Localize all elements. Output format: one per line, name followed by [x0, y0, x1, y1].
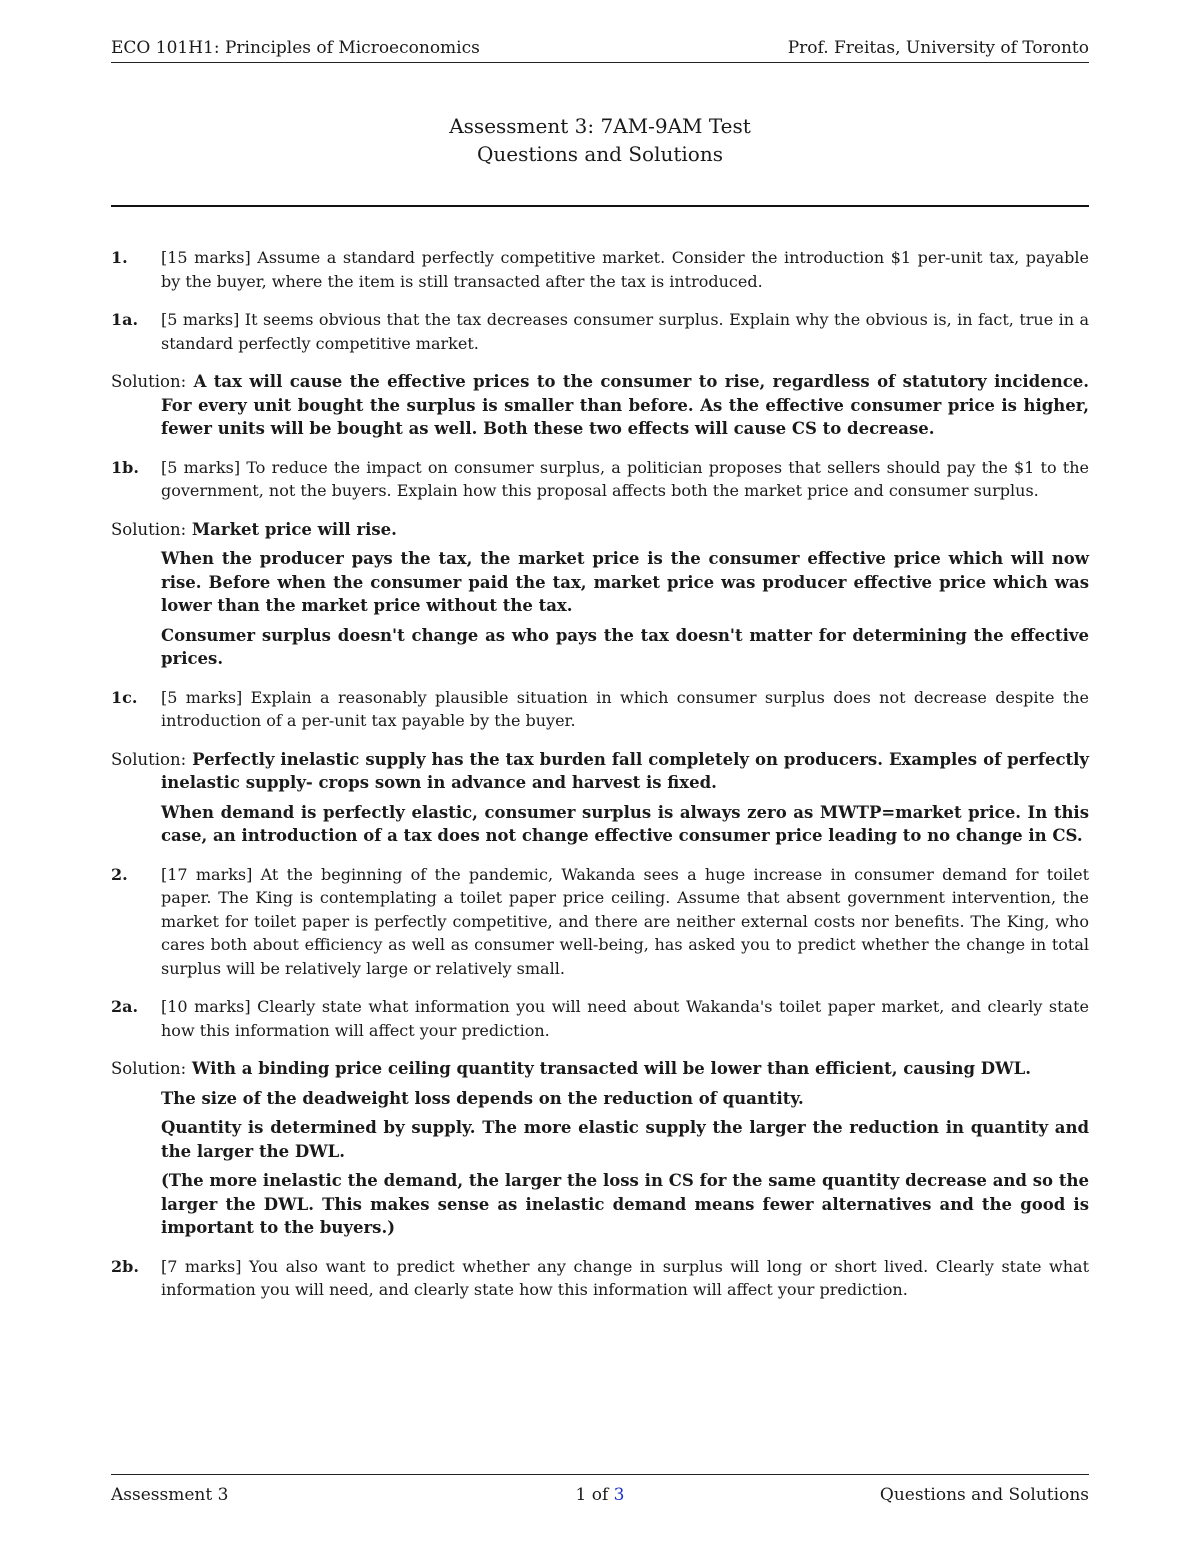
- question-text: [17 marks] At the beginning of the pandemic, Wakanda sees a huge increase in consumer demand for toilet paper. The King is contemplating a toilet paper price ceiling. Assume that absent government intervention, the market for toilet paper is perfectly competitive, and there are neither external costs nor benefits. The King, who cares both about efficiency as well as consumer well-being, has asked you to predict whether the change in total surplus will be relatively large or relatively small.: [161, 864, 1089, 978]
- solution-text: A tax will cause the effective prices to the consumer to rise, regardless of statutory incidence. For every unit bought the surplus is smaller than before. As the effective consumer price is higher, fewer units will be bought as well. Both these two effects will cause CS to decrease.: [161, 372, 1090, 438]
- question-text: [7 marks] You also want to predict whether any change in surplus will long or short lived. Clearly state what information you will need, and clearly state how this information will affect your prediction.: [161, 1256, 1089, 1299]
- title-line-1: Assessment 3: 7AM-9AM Test: [449, 114, 751, 138]
- solution-1b: [111, 518, 1089, 542]
- solution-label: Solution:: [111, 749, 187, 769]
- question-label: 1.: [111, 248, 128, 267]
- solution-1b-paragraph: When the producer pays the tax, the market price is the consumer effective price which will now rise. Before when the consumer paid the tax, market price was producer effective price which was lower than the market price without the tax.: [161, 549, 1089, 615]
- solution-1b-paragraph: Consumer surplus doesn't change as who pays the tax doesn't matter for determining the effective prices.: [161, 625, 1089, 668]
- title-divider: [111, 205, 1089, 207]
- solution-label: Solution:: [111, 1059, 187, 1078]
- question-1: [111, 246, 1089, 293]
- question-label: 1b.: [111, 457, 139, 477]
- question-2b: [111, 1255, 1089, 1302]
- question-text: [5 marks] Explain a reasonably plausible situation in which consumer surplus does not decrease despite the introduction of a per-unit tax payable by the buyer.: [161, 687, 1089, 730]
- question-text: [10 marks] Clearly state what information you will need about Wakanda's toilet paper market, and clearly state how this information will affect your prediction.: [161, 997, 1089, 1040]
- solution-1a: [111, 370, 1089, 441]
- question-2a: [111, 995, 1089, 1042]
- question-1a: [111, 308, 1089, 355]
- solution-text: Market price will rise.: [191, 519, 397, 539]
- document-title: [111, 112, 1089, 168]
- question-1b: [111, 456, 1089, 503]
- question-label: 2b.: [111, 1256, 139, 1276]
- solution-2a: [111, 1057, 1089, 1081]
- solution-2a-paragraph: Quantity is determined by supply. The more elastic supply the larger the reduction in quantity and the larger the DWL.: [161, 1118, 1089, 1161]
- solution-1c: [111, 748, 1089, 795]
- course-title: ECO 101H1: Principles of Microeconomics: [111, 38, 480, 58]
- instructor-name: Prof. Freitas, University of Toronto: [787, 38, 1089, 58]
- solution-text: Perfectly inelastic supply has the tax burden fall completely on producers. Examples of perfectly inelastic supply- crops sown in advance and harvest is fixed.: [161, 749, 1089, 792]
- question-text: [5 marks] To reduce the impact on consumer surplus, a politician proposes that sellers should pay the $1 to the government, not the buyers. Explain how this proposal affects both the market price and consumer surplus.: [161, 457, 1089, 500]
- question-label: 2a.: [111, 997, 139, 1016]
- footer-left: Assessment 3: [111, 1485, 229, 1505]
- question-2: [111, 863, 1089, 981]
- footer-right: Questions and Solutions: [879, 1485, 1089, 1505]
- solution-2a-paragraph: (The more inelastic the demand, the larger the loss in CS for the same quantity decrease and so the larger the DWL. This makes sense as inelastic demand means fewer alternatives and the good is important to the buyers.): [161, 1171, 1089, 1237]
- solution-2a-paragraph: The size of the deadweight loss depends on the reduction of quantity.: [161, 1088, 804, 1108]
- page-of: of: [591, 1485, 609, 1505]
- solution-text: With a binding price ceiling quantity transacted will be lower than efficient, causing DWL.: [191, 1059, 1031, 1078]
- page-footer: [111, 1474, 1089, 1505]
- question-text: [15 marks] Assume a standard perfectly competitive market. Consider the introduction $1 per-unit tax, payable by the buyer, where the item is still transacted after the tax is introduced.: [161, 248, 1089, 291]
- question-label: 2.: [111, 864, 128, 884]
- solution-label: Solution:: [111, 372, 187, 391]
- question-label: 1a.: [111, 310, 139, 329]
- page: [111, 0, 1089, 1553]
- title-line-2: Questions and Solutions: [477, 142, 723, 166]
- questions-content: [111, 246, 1089, 1317]
- question-text: [5 marks] It seems obvious that the tax decreases consumer surplus. Explain why the obvious is, in fact, true in a standard perfectly competitive market.: [161, 310, 1089, 353]
- page-header: [111, 36, 1089, 63]
- page-number: 1: [575, 1485, 587, 1505]
- question-1c: [111, 686, 1089, 733]
- question-label: 1c.: [111, 687, 138, 707]
- solution-1c-paragraph: When demand is perfectly elastic, consumer surplus is always zero as MWTP=market price. In this case, an introduction of a tax does not change effective consumer price leading to no change in CS.: [161, 802, 1089, 845]
- solution-label: Solution:: [111, 519, 187, 539]
- total-pages-link[interactable]: 3: [613, 1485, 625, 1505]
